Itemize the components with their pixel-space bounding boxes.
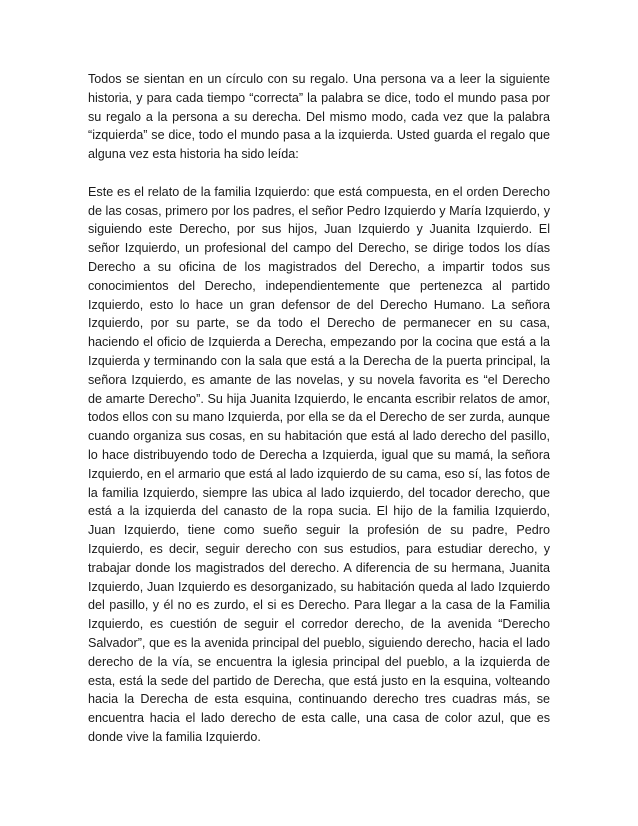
document-body bbox=[88, 70, 550, 747]
instructions-paragraph: Todos se sientan en un círculo con su regalo. Una persona va a leer la siguiente historia, y para cada tiempo “correcta” la palabra se dice, todo el mundo pasa por su regalo a la persona a su derecha. Del mismo modo, cada vez que la palabra “izquierda” se dice, todo el mundo pasa a la izquierda. Usted guarda el regalo que alguna vez esta historia ha sido leída: bbox=[88, 72, 550, 162]
story-paragraph: Este es el relato de la familia Izquierdo: que está compuesta, en el orden Derecho de las cosas, primero por los padres, el señor Pedro Izquierdo y María Izquierdo, y siguiendo este Derecho, por sus hijos, Juan Izquierdo y Juanita Izquierdo. El señor Izquierdo, un profesional del campo del Derecho, se dirige todos los días Derecho a su oficina de los magistrados del Derecho, a impartir todos sus conocimientos del Derecho, independientemente que pertenezca al partido Izquierdo, esto lo hace un gran defensor de del Derecho Humano. La señora Izquierdo, por su parte, se da todo el Derecho de permanecer en su casa, haciendo el oficio de Izquierda a Derecha, empezando por la cocina que está a la Izquierda y terminando con la sala que está a la Derecha de la puerta principal, la señora Izquierdo, es amante de las novelas, y su novela favorita es “el Derecho de amarte Derecho”. Su hija Juanita Izquierdo, le encanta escribir relatos de amor, todos ellos con su mano Izquierda, por ella se da el Derecho de ser zurda, aunque cuando organiza sus cosas, en su habitación que está al lado derecho del pasillo, lo hace distribuyendo todo de Derecha a Izquierda, igual que su mamá, la señora Izquierdo, en el armario que está al lado izquierdo de su cama, eso sí, las fotos de la familia Izquierdo, siempre las ubica al lado izquierdo, del tocador derecho, que está a la izquierda del canasto de la ropa sucia. El hijo de la familia Izquierdo, Juan Izquierdo, tiene como sueño seguir la profesión de su padre, Pedro Izquierdo, es decir, seguir derecho con sus estudios, para estudiar derecho, y trabajar donde los magistrados del derecho. A diferencia de su hermana, Juanita Izquierdo, Juan Izquierdo es desorganizado, su habitación queda al lado Izquierdo del pasillo, y él no es zurdo, el si es Derecho. Para llegar a la casa de la Familia Izquierdo, es cuestión de seguir el corredor derecho, de la avenida “Derecho Salvador”, que es la avenida principal del pueblo, siguiendo derecho, hacia el lado derecho de la vía, se encuentra la iglesia principal del pueblo, a la izquierda de esta, está la sede del partido de Derecha, que está justo en la esquina, volteando hacia la Derecha de esta esquina, continuando derecho tres cuadras más, se encuentra hacia el lado derecho de esta calle, una casa de color azul, que es donde vive la familia Izquierdo. bbox=[88, 184, 550, 744]
